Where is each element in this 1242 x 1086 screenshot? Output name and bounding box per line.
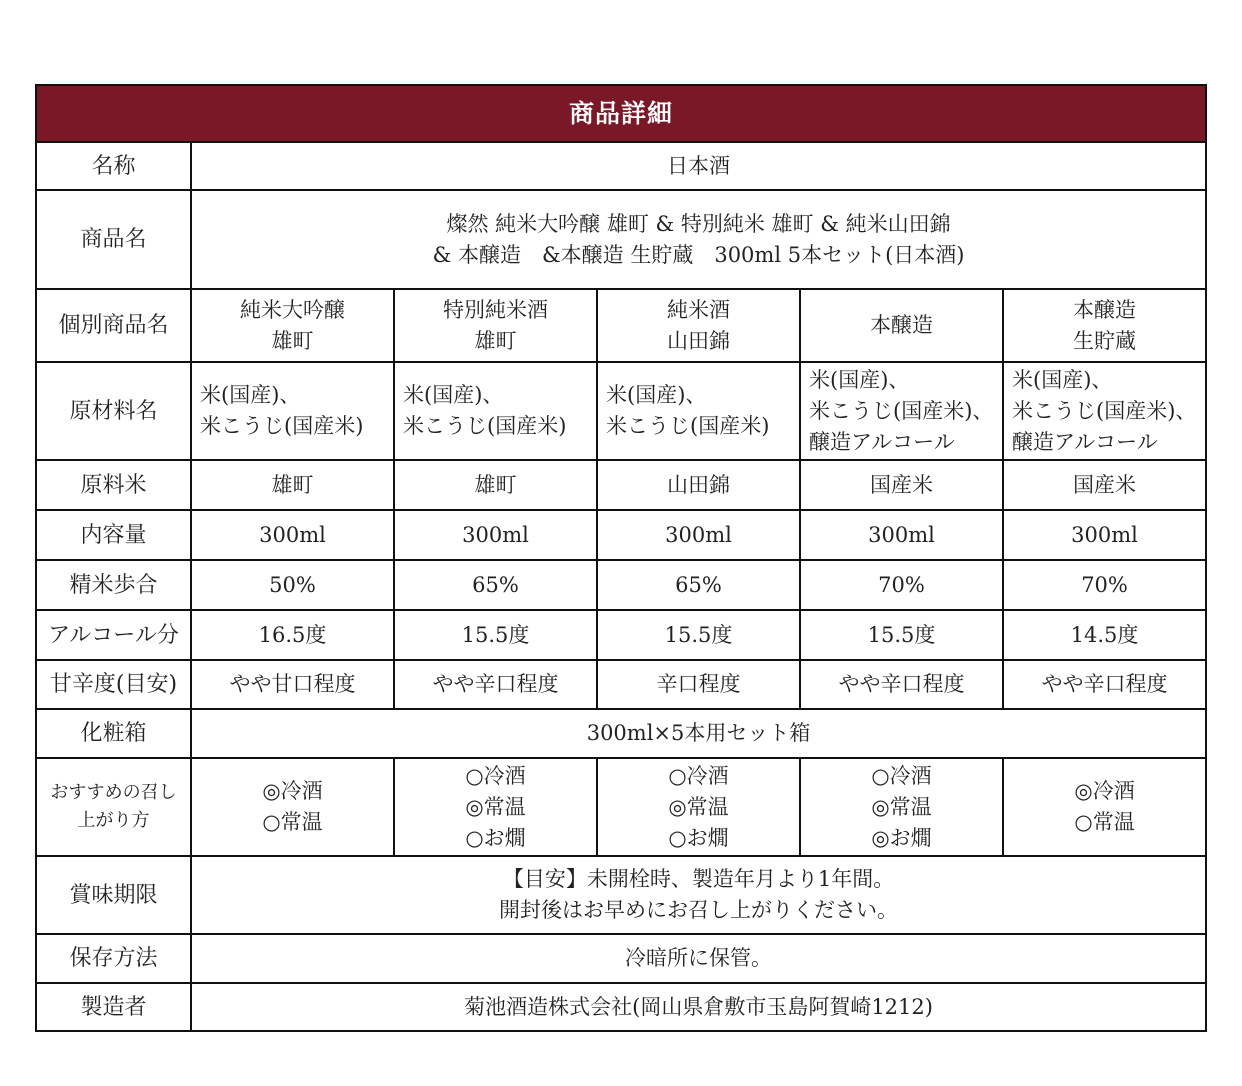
serving-line: ○お燗 [465,825,526,850]
rice-cell: 雄町 [191,460,394,510]
value-storage: 冷暗所に保管。 [191,934,1206,983]
label-taste: 甘辛度(目安) [36,660,191,709]
individual-name-line: 雄町 [474,328,517,353]
serving-line: ◎冷酒 [262,779,323,803]
individual-name-line: 生貯蔵 [1073,328,1137,353]
value-product-name [191,190,1206,289]
serving-cell [191,758,394,856]
label-expiry: 賞味期限 [36,856,191,934]
ingredients-cell [800,362,1003,460]
individual-name-line: 純米大吟醸 [240,297,345,322]
label-box: 化粧箱 [36,709,191,758]
ingredients-cell [1003,362,1206,460]
ingredients-line: 米(国産)、 [200,383,301,407]
serving-line: ◎常温 [465,794,526,819]
label-product-name: 商品名 [36,190,191,289]
individual-name-line: 特別純米酒 [443,297,548,322]
product-name-line-1: 燦然 純米大吟醸 雄町 & 特別純米 雄町 & 純米山田錦 [446,211,951,236]
serving-cell [1003,758,1206,856]
polish-cell: 50% [191,560,394,610]
taste-cell: やや辛口程度 [394,660,597,709]
product-detail-sheet [35,84,1205,1032]
ingredients-line: 米(国産)、 [809,367,910,392]
product-name-line-2: & 本醸造 &本醸造 生貯蔵 300ml 5本セット(日本酒) [432,242,965,267]
label-alcohol: アルコール分 [36,610,191,660]
taste-cell: やや辛口程度 [800,660,1003,709]
polish-cell: 65% [597,560,800,610]
volume-cell: 300ml [191,510,394,560]
label-individual-name: 個別商品名 [36,289,191,362]
volume-cell: 300ml [394,510,597,560]
table-title: 商品詳細 [36,85,1206,142]
value-box: 300ml×5本用セット箱 [191,709,1206,758]
ingredients-cell [394,362,597,460]
row-individual-name [36,289,1206,362]
serving-line: ◎常温 [668,794,729,819]
volume-cell: 300ml [800,510,1003,560]
title-row [36,85,1206,142]
label-rice: 原料米 [36,460,191,510]
expiry-line-1: 【目安】未開栓時、製造年月より1年間。 [502,867,895,891]
serving-line: ○冷酒 [668,763,729,788]
individual-name-line: 雄町 [271,328,314,353]
product-detail-table [35,84,1207,1032]
serving-cell [800,758,1003,856]
ingredients-line: 米こうじ(国産米)、 [1012,398,1197,423]
row-expiry [36,856,1206,934]
alcohol-cell: 15.5度 [394,610,597,660]
individual-name-line: 純米酒 [667,297,730,322]
rice-cell: 国産米 [800,460,1003,510]
label-name: 名称 [36,142,191,190]
ingredients-line: 米こうじ(国産米) [606,414,770,438]
taste-cell: やや辛口程度 [1003,660,1206,709]
ingredients-line: 米こうじ(国産米)、 [809,398,994,423]
label-serving-line-1: おすすめの召し [50,782,177,803]
value-name: 日本酒 [191,142,1206,190]
row-alcohol [36,610,1206,660]
alcohol-cell: 15.5度 [597,610,800,660]
individual-name-line: 山田錦 [667,328,730,353]
volume-cell: 300ml [597,510,800,560]
ingredients-line: 米(国産)、 [606,383,707,407]
label-serving [36,758,191,856]
alcohol-cell: 14.5度 [1003,610,1206,660]
row-name [36,142,1206,190]
individual-name-cell [191,289,394,362]
label-polish: 精米歩合 [36,560,191,610]
polish-cell: 65% [394,560,597,610]
row-taste [36,660,1206,709]
row-ingredients [36,362,1206,460]
ingredients-line: 米(国産)、 [1012,367,1113,392]
serving-line: ◎常温 [871,794,932,819]
serving-line: ○冷酒 [465,763,526,788]
individual-name-line: 本醸造 [870,313,933,337]
ingredients-line: 醸造アルコール [809,429,955,454]
label-storage: 保存方法 [36,934,191,983]
individual-name-cell [394,289,597,362]
ingredients-line: 醸造アルコール [1012,429,1158,454]
row-volume [36,510,1206,560]
ingredients-line: 米こうじ(国産米) [403,414,567,438]
alcohol-cell: 15.5度 [800,610,1003,660]
serving-line: ◎冷酒 [1074,779,1135,803]
taste-cell: やや甘口程度 [191,660,394,709]
row-polish [36,560,1206,610]
ingredients-cell [191,362,394,460]
ingredients-cell [597,362,800,460]
label-ingredients: 原材料名 [36,362,191,460]
row-storage [36,934,1206,983]
polish-cell: 70% [1003,560,1206,610]
polish-cell: 70% [800,560,1003,610]
ingredients-line: 米(国産)、 [403,383,504,407]
alcohol-cell: 16.5度 [191,610,394,660]
individual-name-line: 本醸造 [1073,297,1137,322]
serving-line: ○常温 [262,810,323,834]
expiry-line-2: 開封後はお早めにお召し上がりください。 [499,898,899,922]
label-maker: 製造者 [36,983,191,1031]
value-expiry [191,856,1206,934]
serving-cell [597,758,800,856]
serving-line: ○冷酒 [871,763,932,788]
label-serving-line-2: 上がり方 [77,810,150,831]
rice-cell: 山田錦 [597,460,800,510]
ingredients-line: 米こうじ(国産米) [200,414,364,438]
serving-line: ◎お燗 [871,825,932,850]
volume-cell: 300ml [1003,510,1206,560]
row-rice [36,460,1206,510]
rice-cell: 雄町 [394,460,597,510]
row-maker [36,983,1206,1031]
individual-name-cell [1003,289,1206,362]
row-box [36,709,1206,758]
value-maker: 菊池酒造株式会社(岡山県倉敷市玉島阿賀崎1212) [191,983,1206,1031]
serving-line: ○常温 [1074,810,1135,834]
label-volume: 内容量 [36,510,191,560]
serving-cell [394,758,597,856]
row-serving [36,758,1206,856]
individual-name-cell [597,289,800,362]
individual-name-cell [800,289,1003,362]
serving-line: ○お燗 [668,825,729,850]
taste-cell: 辛口程度 [597,660,800,709]
row-product-name [36,190,1206,289]
rice-cell: 国産米 [1003,460,1206,510]
